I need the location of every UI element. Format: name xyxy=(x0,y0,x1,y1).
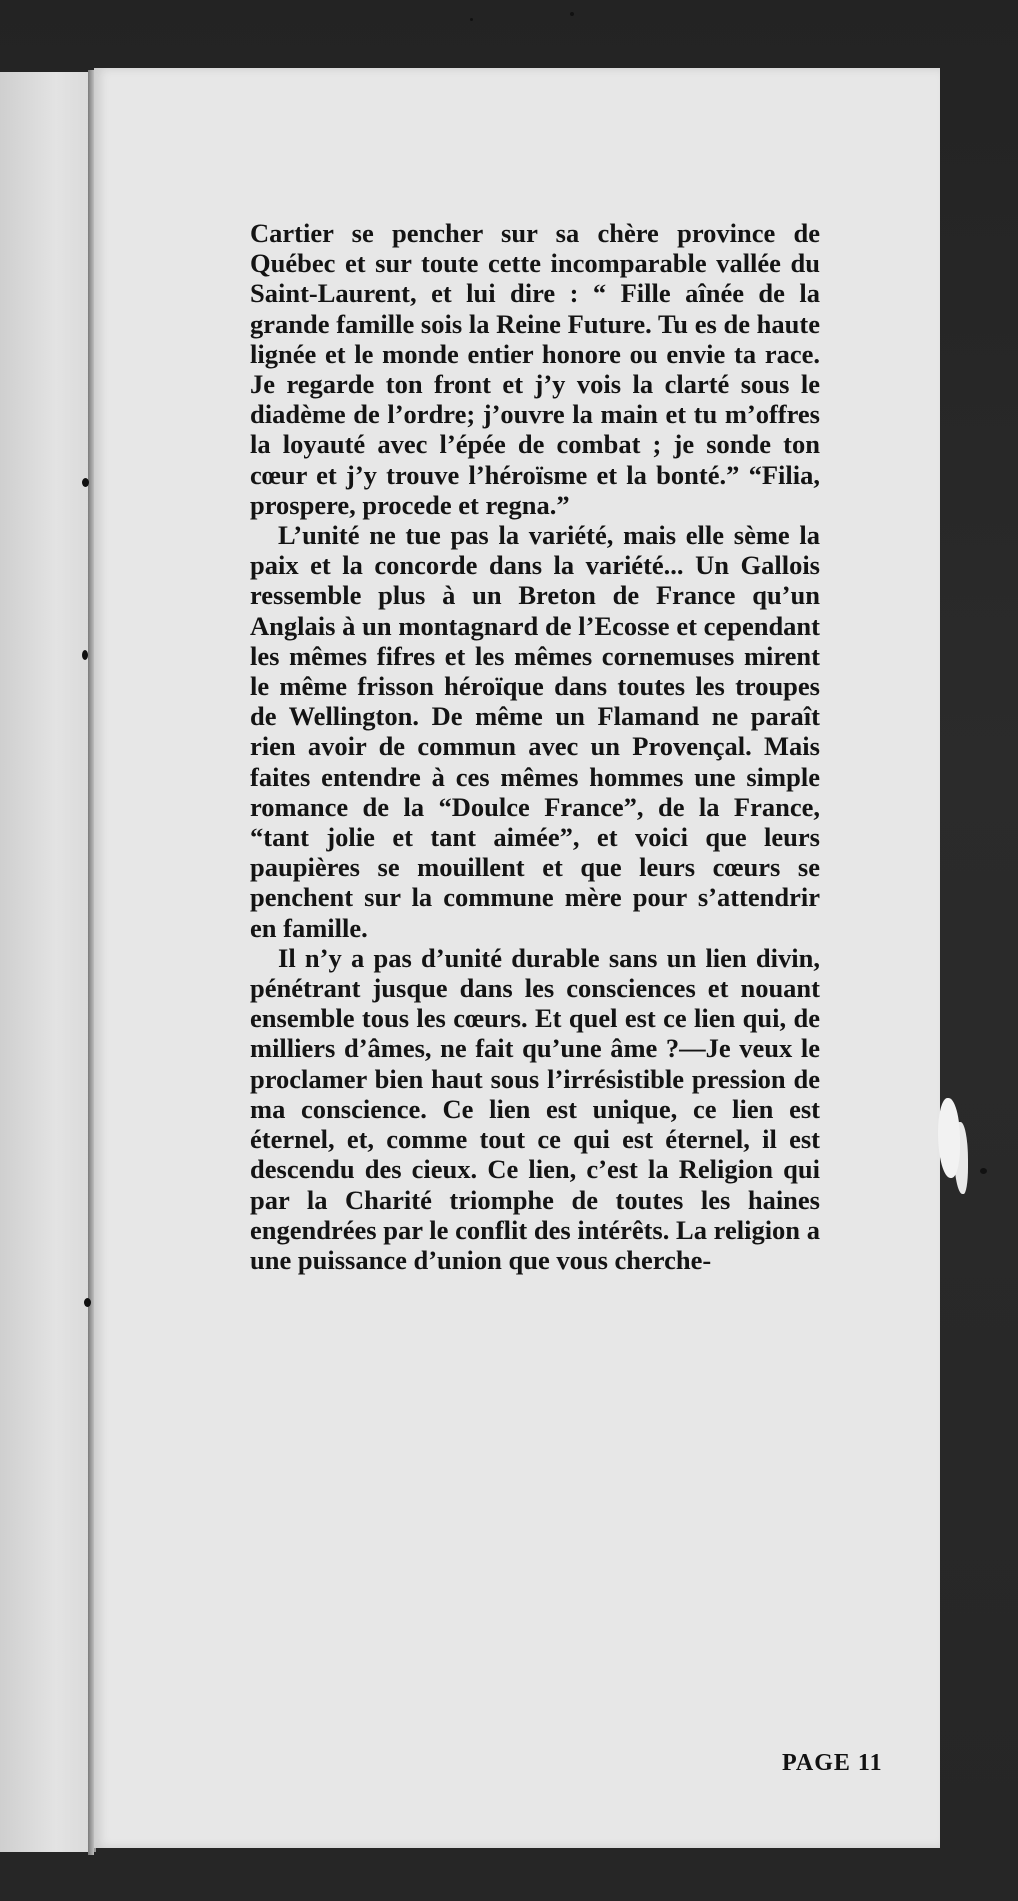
body-text xyxy=(250,218,820,1275)
paper-blot xyxy=(938,1098,960,1178)
paragraph-1: Cartier se pencher sur sa chère province de Québec et sur toute cette incomparable vallée du Saint-Laurent, et lui dire : “ Fille aînée de la grande famille sois la Reine Future. Tu es de haute lignée et le monde entier honore ou envie ta race. Je regarde ton front et j’y vois la clarté sous le diadème de l’ordre; j’ouvre la main et tu m’offres la loyauté avec l’épée de combat ; je sonde ton cœur et j’y trouve l’héroïsme et la bonté.” “Filia, prospere, procede et regna.” xyxy=(250,218,820,520)
facing-page-edge xyxy=(0,72,96,1852)
paragraph-3: Il n’y a pas d’unité durable sans un lien divin, pénétrant jusque dans les consciences et nouant ensemble tous les cœurs. Et quel est ce lien qui, de milliers d’âmes, ne fait qu’une âme ?—Je veux le proclamer bien haut sous l’irrésistible pression de ma conscience. Ce lien est unique, ce lien est éternel, et, comme tout ce qui est éternel, il est descendu des cieux. Ce lien, c’est la Religion qui par la Charité triomphe de toutes les haines engendrées par le conflit des intérêts. La religion a une puissance d’union que vous cherche- xyxy=(250,942,820,1275)
book-page xyxy=(94,68,940,1848)
paragraph-2: L’unité ne tue pas la variété, mais elle sème la paix et la concorde dans la variété... Un Gallois ressemble plus à un Breton de France qu’un Anglais à un montagnard de l’Ecosse et cependant les mêmes fifres et les mêmes cornemuses mirent le même frisson héroïque dans toutes les troupes de Wellington. De même un Flamand ne paraît rien avoir de commun avec un Provençal. Mais faites entendre à ces mêmes hommes une simple romance de la “Doulce France”, de la France, “tant jolie et tant aimée”, et voici que leurs paupières se mouillent et que leurs cœurs se penchent sur la commune mère pour s’attendrir en famille. xyxy=(250,520,820,943)
page-number: PAGE 11 xyxy=(782,1750,883,1776)
